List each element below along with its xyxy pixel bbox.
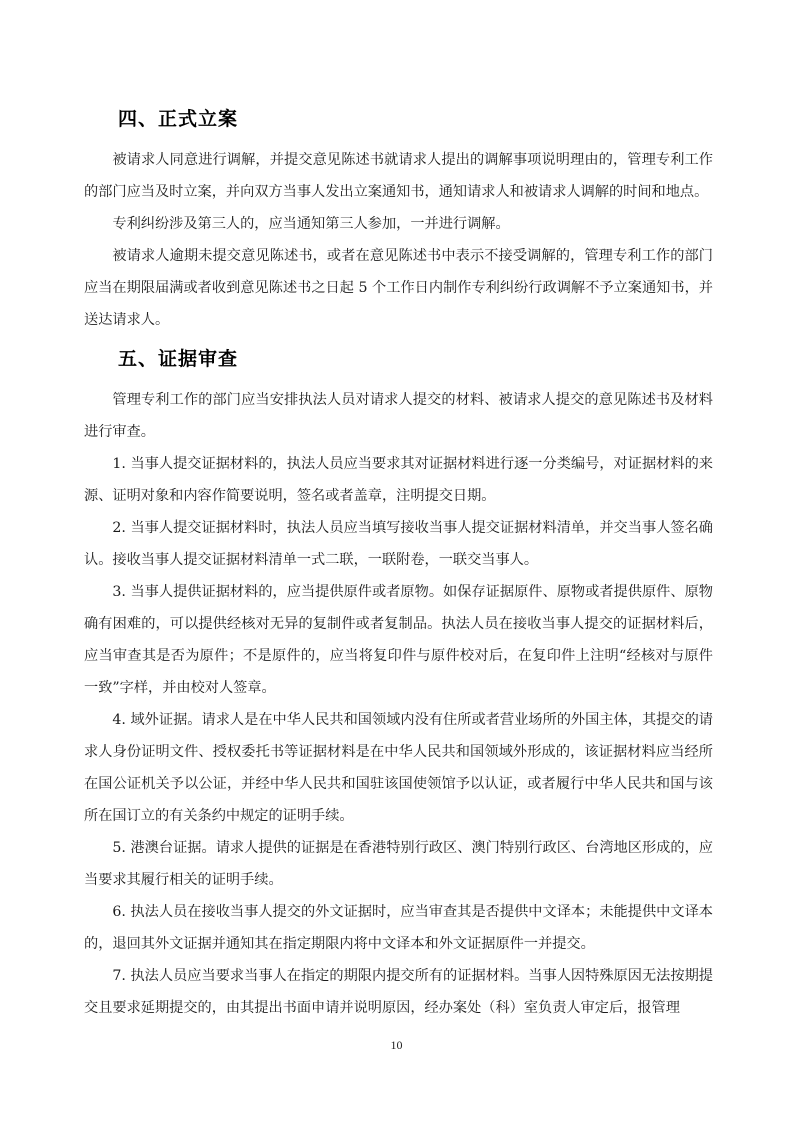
- list-item: 6. 执法人员在接收当事人提交的外文证据时，应当审查其是否提供中文译本；未能提供中文译本的，退回其外文证据并通知其在指定期限内将中文译本和外文证据原件一并提交。: [84, 904, 713, 952]
- list-item: 3. 当事人提供证据材料的，应当提供原件或者原物。如保存证据原件、原物或者提供原件、原物确有困难的，可以提供经核对无异的复制件或者复制品。执法人员在接收当事人提交的证据材料后，应当审查其是否为原件；不是原件的，应当将复印件与原件校对后，在复印件上注明“经核对与原件一致”字样，并由校对人签章。: [84, 584, 713, 696]
- list-item: 4. 域外证据。请求人是在中华人民共和国领域内没有住所或者营业场所的外国主体，其提交的请求人身份证明文件、授权委托书等证据材料是在中华人民共和国领域外形成的，该证据材料应当经所在国公证机关予以公证，并经中华人民共和国驻该国使领馆予以认证，或者履行中华人民共和国与该所在国订立的有关条约中规定的证明手续。: [84, 712, 713, 824]
- list-item: 7. 执法人员应当要求当事人在指定的期限内提交所有的证据材料。当事人因特殊原因无法按期提交且要求延期提交的，由其提出书面申请并说明原因，经办案处（科）室负责人审定后，报管理: [84, 968, 713, 1016]
- paragraph: 管理专利工作的部门应当安排执法人员对请求人提交的材料、被请求人提交的意见陈述书及材料进行审查。: [84, 392, 713, 440]
- page-number: 10: [390, 1038, 403, 1052]
- section-heading-evidence-review: 五、证据审查: [118, 348, 239, 370]
- section-heading-formal-filing: 四、正式立案: [118, 108, 239, 130]
- paragraph: 专利纠纷涉及第三人的，应当通知第三人参加，一并进行调解。: [112, 216, 510, 232]
- paragraph: 被请求人逾期未提交意见陈述书，或者在意见陈述书中表示不接受调解的，管理专利工作的部门应当在期限届满或者收到意见陈述书之日起 5 个工作日内制作专利纠纷行政调解不予立案通知书，并送达请求人。: [84, 248, 713, 328]
- list-item: 2. 当事人提交证据材料时，执法人员应当填写接收当事人提交证据材料清单，并交当事人签名确认。接收当事人提交证据材料清单一式二联，一联附卷，一联交当事人。: [84, 520, 713, 568]
- paragraph: 被请求人同意进行调解，并提交意见陈述书就请求人提出的调解事项说明理由的，管理专利工作的部门应当及时立案，并向双方当事人发出立案通知书，通知请求人和被请求人调解的时间和地点。: [84, 152, 713, 200]
- page-content: [84, 104, 713, 1024]
- list-item: 5. 港澳台证据。请求人提供的证据是在香港特别行政区、澳门特别行政区、台湾地区形成的，应当要求其履行相关的证明手续。: [84, 840, 713, 888]
- list-item: 1. 当事人提交证据材料的，执法人员应当要求其对证据材料进行逐一分类编号，对证据材料的来源、证明对象和内容作简要说明，签名或者盖章，注明提交日期。: [84, 456, 713, 504]
